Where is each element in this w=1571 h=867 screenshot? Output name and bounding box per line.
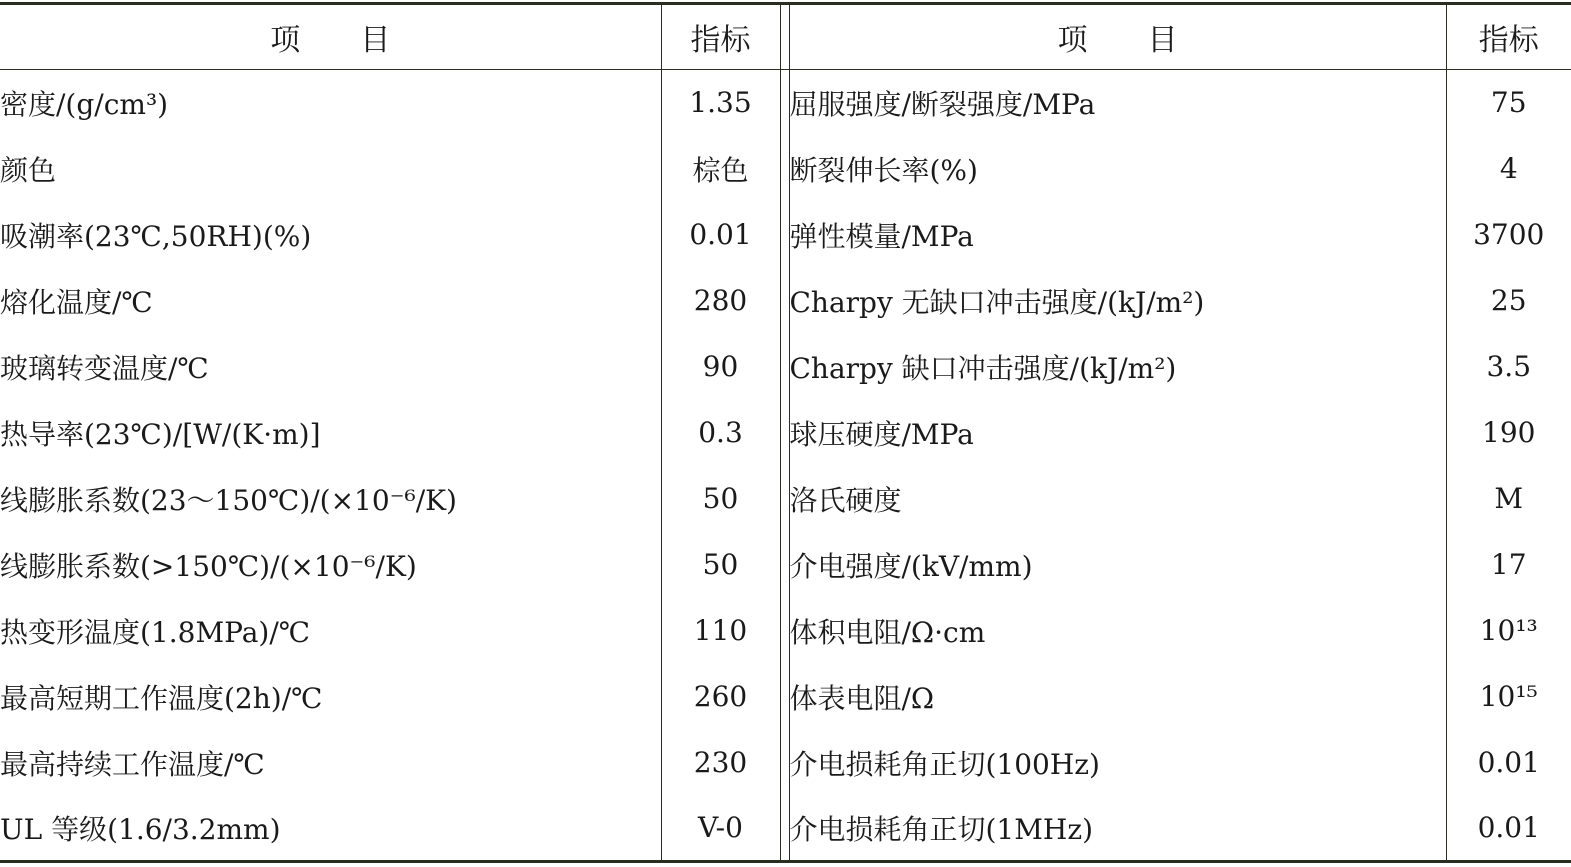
table-row bbox=[0, 334, 1571, 400]
table-divider bbox=[780, 136, 789, 202]
right-item-name: 介电损耗角正切(100Hz) bbox=[789, 730, 1446, 796]
right-item-name: 体表电阻/Ω bbox=[789, 664, 1446, 730]
left-item-name: 热变形温度(1.8MPa)/℃ bbox=[0, 598, 661, 664]
left-item-value: 50 bbox=[661, 532, 780, 598]
left-item-value: V-0 bbox=[661, 796, 780, 862]
left-item-value: 260 bbox=[661, 664, 780, 730]
right-item-name: 球压硬度/MPa bbox=[789, 400, 1446, 466]
left-item-value: 0.3 bbox=[661, 400, 780, 466]
table-row bbox=[0, 664, 1571, 730]
right-item-value: 0.01 bbox=[1477, 746, 1540, 779]
table-row bbox=[0, 400, 1571, 466]
left-item-name: 颜色 bbox=[0, 136, 661, 202]
table-row bbox=[0, 730, 1571, 796]
header-row bbox=[0, 4, 1571, 70]
left-item-name: 最高短期工作温度(2h)/℃ bbox=[0, 664, 661, 730]
right-item-value: 10¹³ bbox=[1479, 614, 1538, 647]
left-item-name: 热导率(23℃)/[W/(K·m)] bbox=[0, 400, 661, 466]
left-item-value: 230 bbox=[661, 730, 780, 796]
table-divider bbox=[780, 268, 789, 334]
right-item-name: 洛氏硬度 bbox=[789, 466, 1446, 532]
table-row bbox=[0, 598, 1571, 664]
table-divider bbox=[780, 400, 789, 466]
left-item-value: 0.01 bbox=[661, 202, 780, 268]
table-divider bbox=[780, 466, 789, 532]
table-divider bbox=[780, 70, 789, 136]
table-row bbox=[0, 532, 1571, 598]
material-properties-table bbox=[0, 2, 1571, 863]
right-item-name: 弹性模量/MPa bbox=[789, 202, 1446, 268]
left-item-name: 最高持续工作温度/℃ bbox=[0, 730, 661, 796]
right-item-value: 75 bbox=[1490, 86, 1527, 120]
left-item-value: 90 bbox=[661, 334, 780, 400]
right-item-value: 25 bbox=[1490, 284, 1527, 317]
left-item-value: 棕色 bbox=[661, 136, 780, 202]
table-divider bbox=[780, 730, 789, 796]
right-item-value: 10¹⁵ bbox=[1479, 680, 1538, 713]
right-item-value: M bbox=[1494, 482, 1524, 515]
header-value-left: 指标 bbox=[661, 4, 780, 70]
table-divider bbox=[780, 532, 789, 598]
table-row bbox=[0, 268, 1571, 334]
right-item-value: 17 bbox=[1490, 548, 1527, 581]
table-row bbox=[0, 136, 1571, 202]
left-item-name: 玻璃转变温度/℃ bbox=[0, 334, 661, 400]
table-divider bbox=[780, 598, 789, 664]
left-item-value: 280 bbox=[661, 268, 780, 334]
table-row bbox=[0, 202, 1571, 268]
left-item-name: 线膨胀系数(>150℃)/(×10⁻⁶/K) bbox=[0, 532, 661, 598]
left-item-value: 110 bbox=[661, 598, 780, 664]
table-divider bbox=[780, 4, 789, 70]
table-divider bbox=[780, 664, 789, 730]
left-item-name: 熔化温度/℃ bbox=[0, 268, 661, 334]
right-item-name: Charpy 无缺口冲击强度/(kJ/m²) bbox=[789, 268, 1446, 334]
header-item-left bbox=[0, 4, 661, 70]
left-item-name: UL 等级(1.6/3.2mm) bbox=[0, 796, 661, 862]
right-item-value: 3700 bbox=[1473, 218, 1545, 251]
right-item-value: 4 bbox=[1499, 152, 1518, 185]
right-item-name: 介电损耗角正切(1MHz) bbox=[789, 796, 1446, 862]
table-row bbox=[0, 466, 1571, 532]
right-item-name: 断裂伸长率(%) bbox=[789, 136, 1446, 202]
table-header bbox=[0, 4, 1571, 70]
right-item-name: 介电强度/(kV/mm) bbox=[789, 532, 1446, 598]
table-divider bbox=[780, 202, 789, 268]
left-item-value: 50 bbox=[661, 466, 780, 532]
table-body bbox=[0, 70, 1571, 862]
right-item-value: 3.5 bbox=[1486, 350, 1532, 383]
left-item-name: 线膨胀系数(23～150℃)/(×10⁻⁶/K) bbox=[0, 466, 661, 532]
table-divider bbox=[780, 796, 789, 862]
right-item-value: 190 bbox=[1482, 416, 1536, 449]
table-row bbox=[0, 796, 1571, 862]
left-item-name: 密度/(g/cm³) bbox=[0, 70, 661, 136]
header-item-right bbox=[789, 4, 1446, 70]
right-item-name: 屈服强度/断裂强度/MPa bbox=[789, 70, 1446, 136]
right-item-name: 体积电阻/Ω·cm bbox=[789, 598, 1446, 664]
header-item-left-label: 项 目 bbox=[270, 23, 391, 58]
header-value-right: 指标 bbox=[1446, 4, 1571, 70]
header-item-right-label: 项 目 bbox=[1057, 23, 1178, 58]
table-row bbox=[0, 70, 1571, 136]
left-item-name: 吸潮率(23℃,50RH)(%) bbox=[0, 202, 661, 268]
right-item-value: 0.01 bbox=[1446, 796, 1571, 862]
right-item-name: Charpy 缺口冲击强度/(kJ/m²) bbox=[789, 334, 1446, 400]
table-divider bbox=[780, 334, 789, 400]
left-item-value: 1.35 bbox=[661, 70, 780, 136]
